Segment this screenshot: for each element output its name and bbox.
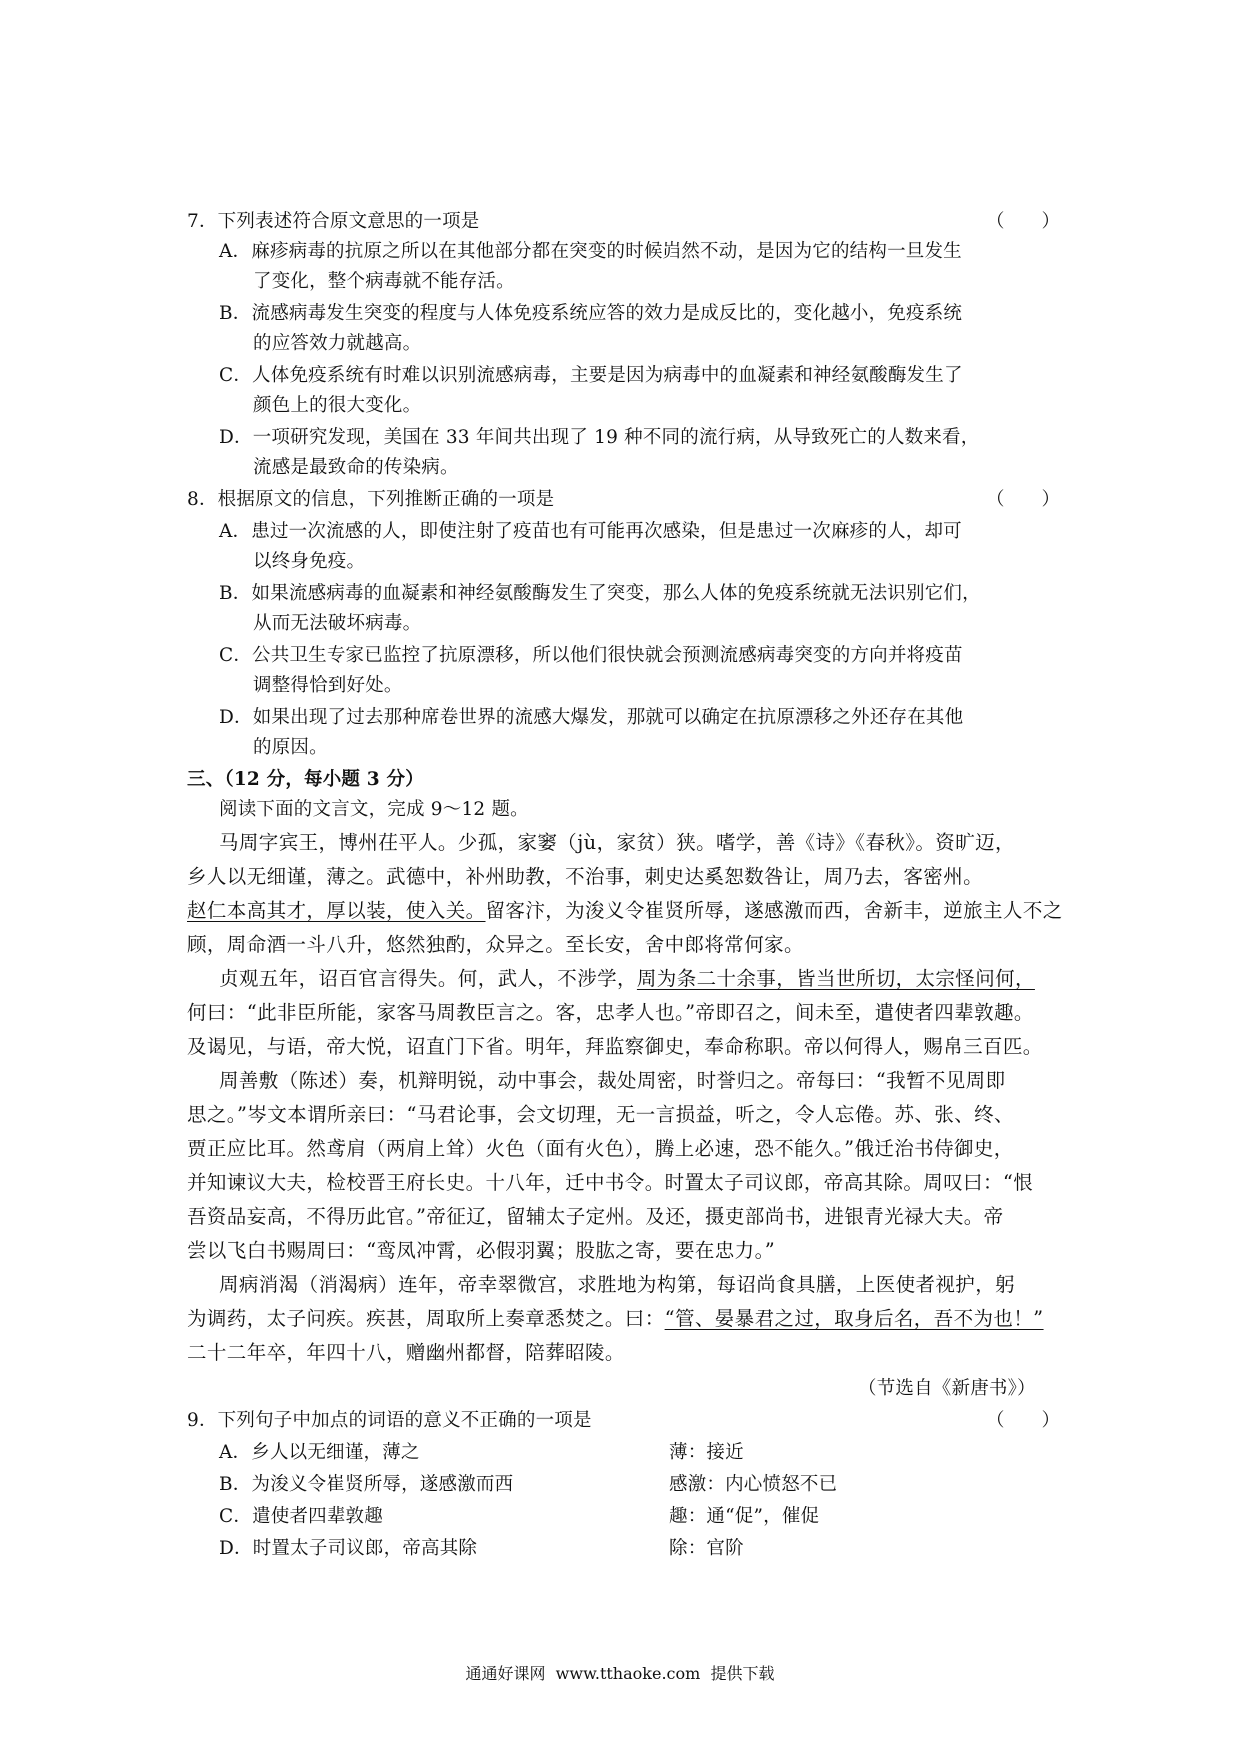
passage-p1-line3: 赵仁本高其才，厚以装，使入关。留客汴，为浚义令崔贤所辱，遂感激而西，舍新丰，逆旅主人不之 (187, 899, 1063, 922)
q7-option-c-line1: C．人体免疫系统有时难以识别流感病毒，主要是因为病毒中的血凝素和神经氨酸酶发生了 (219, 365, 963, 386)
q9-option-c-gloss: 趣：通“促”，催促 (669, 1506, 820, 1527)
passage-p1-line4: 顾，周命酒一斗八升，悠然独酌，众异之。至长安，舍中郎将常何家。 (187, 933, 804, 956)
q9-option-a-gloss: 薄：接近 (669, 1442, 744, 1463)
underlined-sentence: “管、晏暴君之过，取身后名，吾不为也！” (664, 1307, 1044, 1330)
passage-p2-line3: 及谒见，与语，帝大悦，诏直门下省。明年，拜监察御史，奉命称职。帝以何得人，赐帛三百匹。 (187, 1035, 1043, 1058)
q9-option-d-sentence: D．时置太子司议郎，帝高其除 (219, 1538, 478, 1559)
q8-option-b-line2: 从而无法破坏病毒。 (253, 613, 422, 634)
passage-p4-line1: 周病消渴（消渴病）连年，帝幸翠微宫，求胜地为构第，每诏尚食具膳，上医使者视护，躬 (219, 1273, 1016, 1296)
passage-p4-line2: 为调药，太子问疾。疾甚，周取所上奏章悉焚之。曰：“管、晏暴君之过，取身后名，吾不为也！” (187, 1307, 1044, 1330)
passage-p1-line1: 马周字宾王，博州茌平人。少孤，家窭（jù，家贫）狭。嗜学，善《诗》《春秋》。资旷迈， (219, 831, 1015, 854)
q7-option-d-line1: D．一项研究发现，美国在 33 年间共出现了 19 种不同的流行病，从导致死亡的人数来看， (219, 427, 980, 448)
q8-stem: 8．根据原文的信息，下列推断正确的一项是 (187, 489, 555, 510)
passage-p2-line1: 贞观五年，诏百官言得失。何，武人，不涉学，周为条二十余事，皆当世所切，太宗怪问何， (219, 967, 1035, 990)
q9-option-c-sentence: C．遣使者四辈敦趣 (219, 1506, 383, 1527)
q9-option-a-sentence: A．乡人以无细谨，薄之 (219, 1442, 420, 1463)
passage-p3-line2: 思之。”岑文本谓所亲曰：“马君论事，会文切理，无一言损益，听之，令人忘倦。苏、张、终、 (187, 1103, 1014, 1126)
q7-option-a-line1: A．麻疹病毒的抗原之所以在其他部分都在突变的时候岿然不动，是因为它的结构一旦发生 (219, 241, 962, 262)
q8-option-c-line1: C．公共卫生专家已监控了抗原漂移，所以他们很快就会预测流感病毒突变的方向并将疫苗 (219, 645, 963, 666)
q8-option-a-line2: 以终身免疫。 (253, 551, 366, 572)
q9-option-d-gloss: 除：官阶 (669, 1538, 744, 1559)
passage-p3-line4: 并知谏议大夫，检校晋王府长史。十八年，迁中书令。时置太子司议郎，帝高其除。周叹曰：“恨 (187, 1171, 1034, 1194)
passage-p2-line2: 何曰：“此非臣所能，家客马周教臣言之。客，忠孝人也。”帝即召之，间未至，遣使者四辈敦趣。 (187, 1001, 1034, 1024)
q8-answer-bracket: （ ） (986, 489, 1061, 510)
section3-instruction: 阅读下面的文言文，完成 9～12 题。 (219, 799, 529, 820)
q8-option-d-line1: D．如果出现了过去那种席卷世界的流感大爆发，那就可以确定在抗原漂移之外还存在其他 (219, 707, 964, 728)
q9-option-b-gloss: 感激：内心愤怒不已 (669, 1474, 838, 1495)
q8-option-a-line1: A．患过一次流感的人，即使注射了疫苗也有可能再次感染，但是患过一次麻疹的人，却可 (219, 521, 962, 542)
passage-p3-line6: 尝以飞白书赐周曰：“鸾凤冲霄，必假羽翼；股肱之寄，要在忠力。” (187, 1239, 776, 1262)
section3-heading: 三、（12 分，每小题 3 分） (187, 769, 424, 790)
q9-stem: 9．下列句子中加点的词语的意义不正确的一项是 (187, 1410, 592, 1431)
q7-option-a-line2: 了变化，整个病毒就不能存活。 (253, 271, 515, 292)
q7-stem: 7．下列表述符合原文意思的一项是 (187, 211, 480, 232)
q7-option-b-line2: 的应答效力就越高。 (253, 333, 422, 354)
q8-option-d-line2: 的原因。 (253, 737, 328, 758)
passage-p3-line5: 吾资品妄高，不得历此官。”帝征辽，留辅太子定州。及还，摄吏部尚书，进银青光禄大夫。帝 (187, 1205, 1004, 1228)
passage-p1-line2: 乡人以无细谨，薄之。武德中，补州助教，不治事，刺史达奚恕数咎让，周乃去，客密州。 (187, 865, 984, 888)
q8-option-b-line1: B．如果流感病毒的血凝素和神经氨酸酶发生了突变，那么人体的免疫系统就无法识别它们， (219, 583, 981, 604)
q7-option-b-line1: B．流感病毒发生突变的程度与人体免疫系统应答的效力是成反比的，变化越小，免疫系统 (219, 303, 963, 324)
q7-answer-bracket: （ ） (986, 211, 1061, 232)
passage-source: （节选自《新唐书》） (858, 1378, 1036, 1399)
passage-p3-line3: 贾正应比耳。然鸢肩（两肩上耸）火色（面有火色），腾上必速，恐不能久。”俄迁治书侍御史， (187, 1137, 1014, 1160)
q9-option-b-sentence: B．为浚义令崔贤所辱，遂感激而西 (219, 1474, 514, 1495)
passage-p3-line1: 周善敷（陈述）奏，机辩明锐，动中事会，裁处周密，时誉归之。帝每曰：“我暂不见周即 (219, 1069, 1006, 1092)
footer-watermark: 通通好课网 www.tthaoke.com 提供下载 (465, 1664, 775, 1683)
underlined-sentence: 周为条二十余事，皆当世所切，太宗怪问何， (636, 967, 1035, 990)
underlined-sentence: 赵仁本高其才，厚以装，使入关。 (187, 899, 486, 922)
q8-option-c-line2: 调整得恰到好处。 (253, 675, 403, 696)
q9-answer-bracket: （ ） (986, 1410, 1061, 1431)
q7-option-d-line2: 流感是最致命的传染病。 (253, 457, 459, 478)
passage-p4-line3: 二十二年卒，年四十八，赠幽州都督，陪葬昭陵。 (187, 1341, 625, 1364)
q7-option-c-line2: 颜色上的很大变化。 (253, 395, 422, 416)
